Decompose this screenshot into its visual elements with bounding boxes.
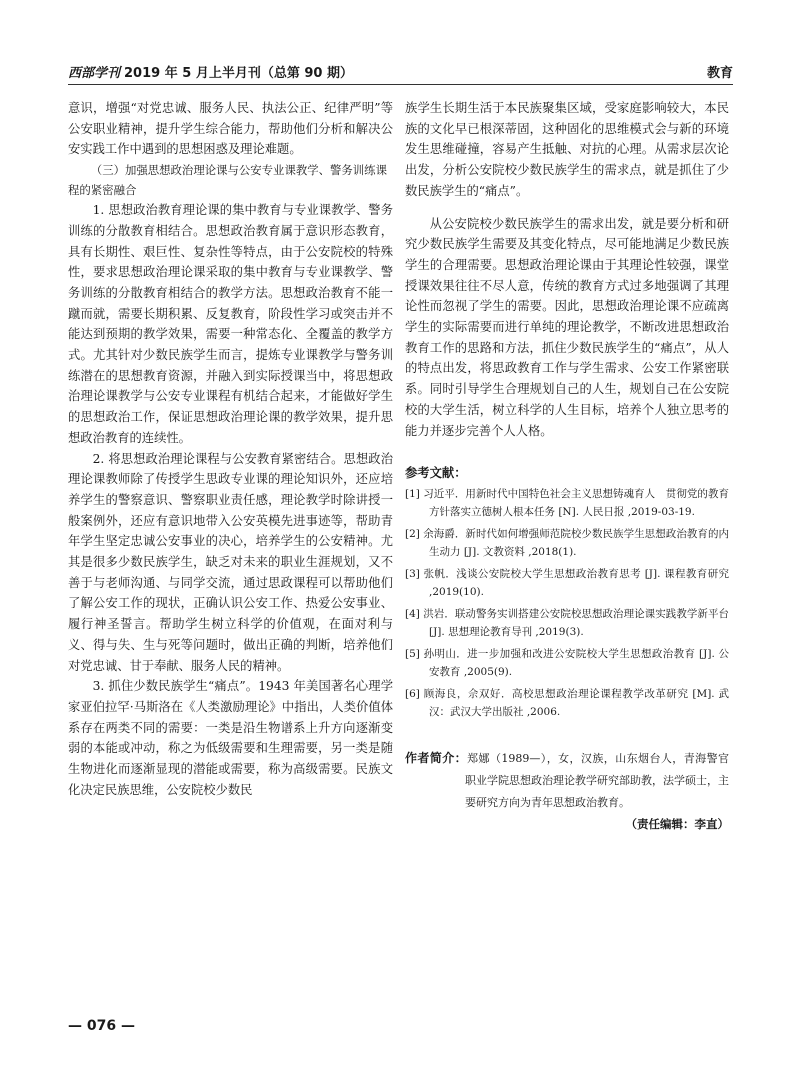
section-label: 教育 [706, 66, 733, 81]
reference-item: [2] 余海爵．新时代如何增强师范院校少数民族学生思想政治教育的内生动力 [J]. 文教资料 ,2018(1). [405, 528, 729, 559]
reference-item: [5] 孙明山．进一步加强和改进公安院校大学生思想政治教育 [J]. 公安教育 ,2005(9). [405, 648, 729, 679]
author-bio-text: 郑娜（1989—），女，汉族，山东烟台人，青海警官职业学院思想政治理论教学研究部助教，法学硕士，主要研究方向为青年思想政治教育。 [465, 752, 729, 810]
paragraph: 1. 思想政治教育理论课的集中教育与专业课教学、警务训练的分散教育相结合。思想政治教育属于意识形态教育，具有长期性、艰巨性、复杂性等特点，由于公安院校的特殊性，要求思想政治理论课采取的集中教育与专业课教学、警务训练的分散教育相结合的教学方法。思想政治教育不能一蹴而就，需要长期积累、反复教育，阶段性学习或突击并不能达到预期的教学效果，需要一种常态化、全覆盖的教学方式。尤其针对少数民族学生而言，提炼专业课教学与警务训练潜在的思想教育资源，并融入到实际授课当中，将思想政治理论课教学与公安专业课程有机结合起来，才能做好学生的思想政治工作，保证思想政治理论课的教学效果，提升思想政治教育的连续性。 [68, 203, 393, 445]
author-bio-label: 作者简介： [405, 751, 468, 766]
author-bio [405, 747, 729, 814]
reference-item: [6] 顾海良，佘双好．高校思想政治理论课程教学改革研究 [M]. 武汉：武汉大学出版社 ,2006. [405, 688, 729, 719]
page-number: — 076 — [68, 1018, 135, 1034]
left-column [68, 98, 393, 801]
running-header [68, 62, 733, 80]
header-rule [68, 84, 733, 85]
paragraph: 2. 将思想政治理论课程与公安教育紧密结合。思想政治理论课教师除了传授学生思政专业课的理论知识外，还应培养学生的警察意识、警察职业责任感，理论教学时除讲授一般案例外，还应有意识地带入公安英模先进事迹等，帮助青年学生坚定忠诚公安事业的决心，培养学生的公安精神。尤其是很多少数民族学生，缺乏对未来的职业生涯规划，又不善于与老师沟通、与同学交流，通过思政课程可以帮助他们了解公安工作的现状，正确认识公安工作、热爱公安事业、履行神圣誓言。帮助学生树立科学的价值观，在面对利与义、得与失、生与死等问题时，做出正确的判断，培养他们对党忠诚、甘于奉献、服务人民的精神。 [68, 451, 393, 673]
journal-logo: 西部学刊 [68, 66, 121, 81]
reference-item: [3] 张帆．浅谈公安院校大学生思想政治教育思考 [J]. 课程教育研究 ,2019(10). [405, 568, 729, 599]
paragraph: 3. 抓住少数民族学生“痛点”。1943 年美国著名心理学家亚伯拉罕·马斯洛在《人类激励理论》中指出，人类价值体系存在两类不同的需要：一类是沿生物谱系上升方向逐渐变弱的本能或冲动，称之为低级需要和生理需要，另一类是随生物进化而逐渐显现的潜能或需要，称为高级需要。民族文化决定民族思维，公安院校少数民 [68, 679, 393, 797]
issue-info: 2019 年 5 月上半月刊（总第 90 期） [124, 66, 353, 81]
paragraph: 从公安院校少数民族学生的需求出发，就是要分析和研究少数民族学生需要及其变化特点，尽可能地满足少数民族学生的合理需要。思想政治理论课由于其理论性较强，课堂授课效果往往不尽人意，传统的教育方式过多地强调了其理论性而忽视了学生的需要。因此，思想政治理论课不应疏离学生的实际需要而进行单纯的理论教学，不断改进思想政治教育工作的思路和方法，抓住少数民族学生的“痛点”，从人的特点出发，将思政教育工作与学生需求、公安工作紧密联系。同时引导学生合理规划自己的人生，规划自己在公安院校的大学生活，树立科学的人生目标，培养个人独立思考的能力并逐步完善个人人格。 [405, 216, 729, 438]
reference-item: [1] 习近平．用新时代中国特色社会主义思想铸魂育人 贯彻党的教育方针落实立德树人根本任务 [N]. 人民日报 ,2019-03-19. [405, 488, 729, 519]
responsible-editor: （责任编辑：李直） [625, 817, 729, 832]
subsection-heading: （三）加强思想政治理论课与公安专业课教学、警务训练课程的紧密融合 [68, 163, 387, 198]
journal-header [68, 62, 353, 81]
right-column [405, 98, 729, 832]
paragraph: 族学生长期生活于本民族聚集区域，受家庭影响较大，本民族的文化早已根深蒂固，这种固化的思维模式会与新的环境发生思维碰撞，容易产生抵触、对抗的心理。从需求层次论出发，分析公安院校少数民族学生的需求点，就是抓住了少数民族学生的“痛点”。 [405, 101, 729, 198]
references-heading: 参考文献： [405, 466, 467, 481]
reference-item: [4] 洪岩．联动警务实训搭建公安院校思想政治理论课实践教学新平台 [J]. 思想理论教育导刊 ,2019(3). [405, 608, 729, 639]
reference-list [405, 485, 729, 721]
paragraph: 意识，增强“对党忠诚、服务人民、执法公正、纪律严明”等公安职业精神，提升学生综合能力，帮助他们分析和解决公安实践工作中遇到的思想困惑及理论难题。 [68, 101, 393, 157]
